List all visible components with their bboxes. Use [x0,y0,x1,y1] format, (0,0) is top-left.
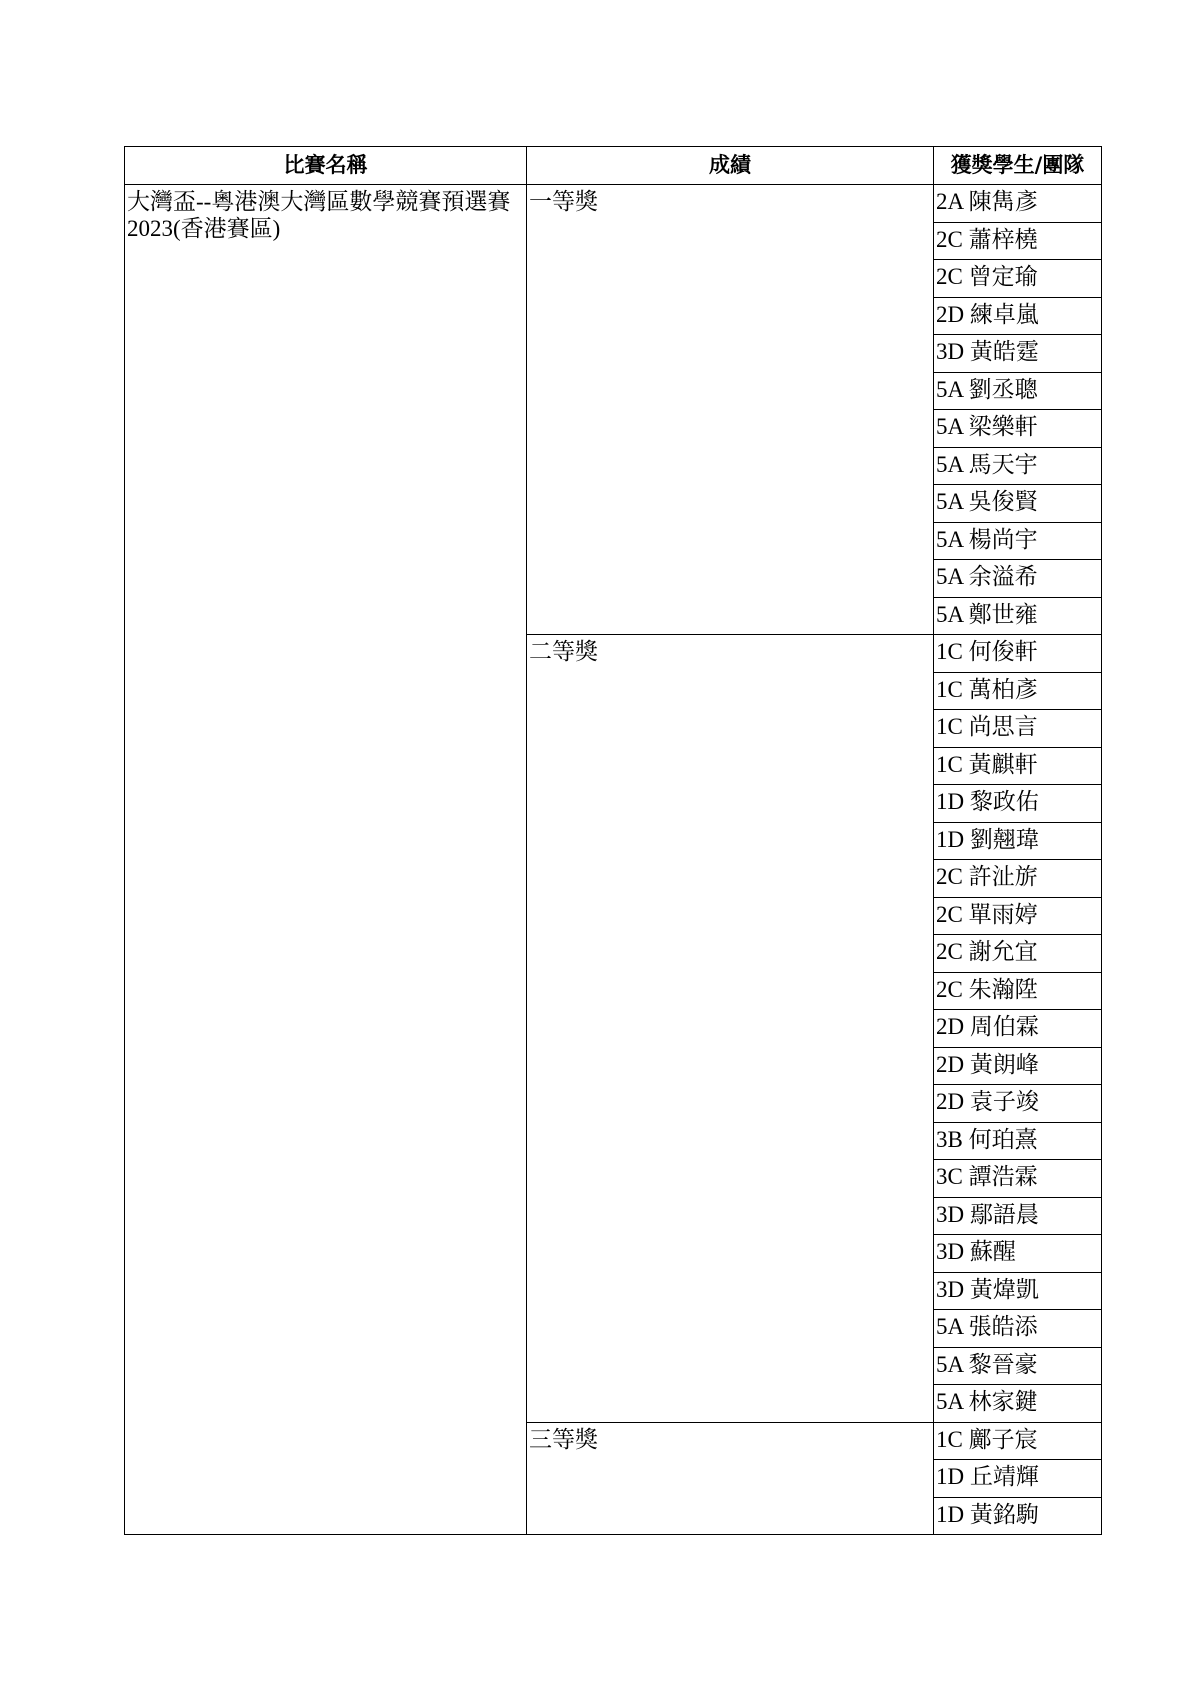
competition-name: 大灣盃--粵港澳大灣區數學競賽預選賽 2023(香港賽區) [125,185,527,1535]
winner-name: 1D 丘靖輝 [934,1460,1102,1498]
winner-name: 1C 鄺子宸 [934,1422,1102,1460]
winner-name: 2C 蕭梓橈 [934,222,1102,260]
awards-body [125,185,1102,1535]
winner-name: 3C 譚浩霖 [934,1160,1102,1198]
winner-name: 5A 余溢希 [934,560,1102,598]
header-result: 成績 [527,147,934,185]
winner-name: 2C 曾定瑜 [934,260,1102,298]
winner-name: 5A 鄭世雍 [934,597,1102,635]
winner-name: 5A 劉丞聰 [934,372,1102,410]
winner-name: 2D 周伯霖 [934,1010,1102,1048]
header-competition: 比賽名稱 [125,147,527,185]
winner-name: 2D 黃朗峰 [934,1047,1102,1085]
awards-table [124,146,1102,1535]
header-row [125,147,1102,185]
winner-name: 5A 楊尚宇 [934,522,1102,560]
winner-name: 5A 黎晉豪 [934,1347,1102,1385]
winner-name: 1C 黃麒軒 [934,747,1102,785]
winner-name: 5A 林家鍵 [934,1385,1102,1423]
winner-name: 3D 黃煒凱 [934,1272,1102,1310]
table-row [125,185,1102,223]
winner-name: 3D 蘇醒 [934,1235,1102,1273]
winner-name: 2D 袁子竣 [934,1085,1102,1123]
winner-name: 1C 尚思言 [934,710,1102,748]
winner-name: 2C 朱瀚陞 [934,972,1102,1010]
winner-name: 1D 黃銘駒 [934,1497,1102,1535]
award-grade: 二等獎 [527,635,934,1423]
header-winners: 獲獎學生/團隊 [934,147,1102,185]
winner-name: 5A 吳俊賢 [934,485,1102,523]
winner-name: 1D 黎政佑 [934,785,1102,823]
award-grade: 一等獎 [527,185,934,635]
winner-name: 1C 萬柏彥 [934,672,1102,710]
award-grade: 三等獎 [527,1422,934,1535]
winner-name: 5A 馬天宇 [934,447,1102,485]
winner-name: 2C 謝允宜 [934,935,1102,973]
winner-name: 1D 劉翹瑋 [934,822,1102,860]
winner-name: 5A 梁樂軒 [934,410,1102,448]
winner-name: 2D 練卓嵐 [934,297,1102,335]
winner-name: 3D 鄢語晨 [934,1197,1102,1235]
winner-name: 5A 張皓添 [934,1310,1102,1348]
winner-name: 2C 許沚旂 [934,860,1102,898]
winner-name: 3D 黃皓霆 [934,335,1102,373]
winner-name: 2C 單雨婷 [934,897,1102,935]
winner-name: 3B 何珀熹 [934,1122,1102,1160]
winner-name: 1C 何俊軒 [934,635,1102,673]
winner-name: 2A 陳雋彥 [934,185,1102,223]
